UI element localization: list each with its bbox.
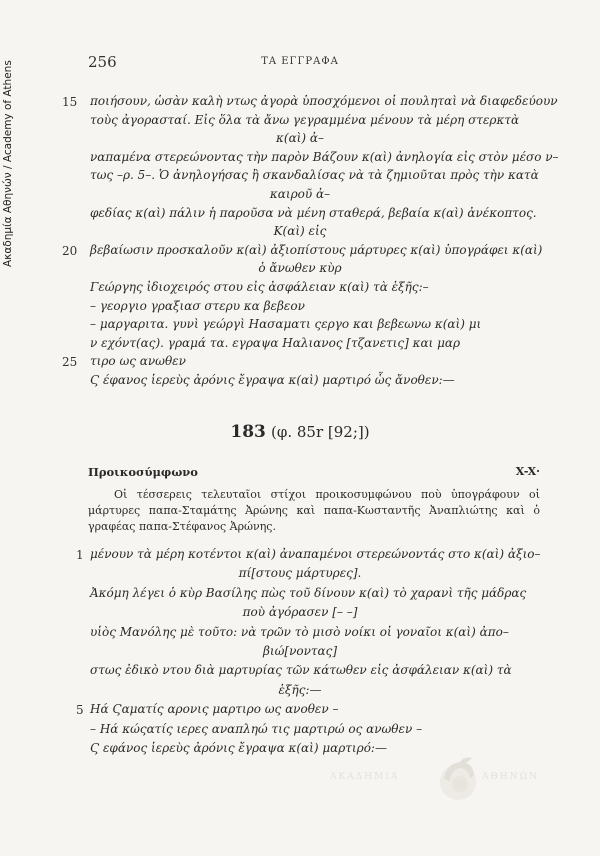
transcription-line: καιροῦ ἀ– [269,187,331,201]
transcription-line: φεδίας κ(αὶ) πάλιν ἡ παροῦσα νὰ μένη σταθερά, βεβαία κ(αὶ) ἀνέκοπτος. [90,205,537,220]
century-label: X-X· [515,465,540,478]
folio-reference: (φ. 85r [92;]) [270,423,370,441]
line-number: 20 [62,243,78,258]
transcription-line: – μαργαριτα. γυνὶ γεώργὶ Ηασαματι ςεργο και βεβεωνω κ(αὶ) μι [90,317,482,332]
transcription-line: Ἀκόμη λέγει ὁ κὺρ Βασίλης πὼς τοῦ δίνουν κ(αὶ) τὸ χαρανὶ τῆς μάδρας [90,585,527,600]
academy-watermark [330,756,560,802]
line-number: 15 [62,95,78,109]
side-credit: Ακαδημία Αθηνών / Academy of Athens [2,60,14,267]
running-head: ΤΑ ΕΓΓΡΑΦΑ [261,56,339,67]
line-number: 5 [76,703,84,718]
transcription-line: Γεώργης ἰδιοχειρός στου εἰς ἀσφάλειαν κ(αὶ) τὰ ἑξῆς:– [90,280,429,294]
watermark-left-word: ΑΚΑΔΗΜΙΑ [330,772,400,782]
page-number: 256 [88,53,117,71]
transcription-line: Ϛ εφάνος ἱερεὺς ἀρόνις ἔγραψα κ(αὶ) μαρτιρό:— [90,741,387,755]
line-number: 1 [76,548,84,562]
transcription-line: ν εχόντ(ας). γραμά τα. εγραψα Ηαλιανος [τζανετις] και μαρ [90,335,461,350]
transcription-line: πί[στους μάρτυρες]. [238,566,362,581]
transcription-line: κ(αὶ) ἀ– [276,131,324,146]
transcription-line: – Ηά κώςατίς ιερες αναπληώ τις μαρτιρώ ος ανωθεν – [90,721,423,736]
transcription-line: Ϛ έφανος ἱερεὺς ἀρόνις ἔγραψα κ(αὶ) μαρτιρό ὧς ἄνοθεν:— [90,373,455,387]
transcription-line: τιρο ως ανωθεν [90,354,186,369]
transcription-line: τως –ρ. 5–. Ὁ ἀνηλογήσας ἢ σκανδαλίσας νὰ τὰ ζημιοῦται πρὸς τὴν κατὰ [90,168,539,183]
transcription-line: υἱὸς Μανόλης μὲ τοῦτο: νὰ τρῶν τὸ μισὸ νοίκι οἱ γοναῖοι κ(αὶ) ἀπο– [90,624,509,639]
entry-heading [0,422,600,442]
transcription-line: βιώ[νοντας] [262,644,338,658]
athena-head-icon [434,756,482,802]
transcription-line: Ηά Ϛαματίς αρονις μαρτιρο ως ανοθεν – [90,702,339,717]
document-type: Προικοσύμφωνο [88,465,198,479]
transcription-line: ποιήσουν, ὡσὰν καλὴ ντως ἀγορὰ ὑποσχόμενοι οἱ πουληταὶ νὰ διαφεδεύουν [90,94,558,108]
transcription-line: στως ἐδικὸ ντου διὰ μαρτυρίας τῶν κάτωθεν εἰς ἀσφάλειαν κ(αὶ) τὰ [90,663,512,678]
entry-number: 183 [230,422,266,442]
summary-paragraph: Οἱ τέσσερεις τελευταῖοι στίχοι προικοσυμφώνου ποὺ ὑπογράφουν οἱ μάρτυρες παπα-Σταμάτης Ἀρώνης καὶ παπα-Κωσταντῆς Ἀναπλιώτης καὶ ὁ γραφέας παπα-Στέφανος Ἀρώνης. [88,488,540,533]
line-number: 25 [62,355,78,370]
transcription-line: ἑξῆς:— [278,682,322,697]
transcription-line: ποὺ ἀγόρασεν [– –] [242,605,358,620]
transcription-line: βεβαίωσιν προσκαλοῦν κ(αὶ) ἀξιοπίστους μάρτυρες κ(αὶ) ὑπογράφει κ(αὶ) [90,242,543,257]
transcription-line: ὁ ἄνωθεν κὺρ [258,261,342,276]
document-title-row [88,465,540,481]
transcription-line: Κ(αὶ) εἰς [273,224,327,239]
transcription-line: – γεοργιο γραξιασ στερυ κα βεβεον [90,298,305,313]
transcription-line: τοὺς ἀγορασταί. Εἰς ὅλα τὰ ἄνω γεγραμμένα μένουν τὰ μέρη στερκτὰ [90,112,520,127]
transcription-line: ναπαμένα στερεώνοντας τὴν παρὸν Βάζουν κ(αὶ) ἀνηλογία εἰς στὸν μέσο ν– [90,149,559,164]
watermark-right-word: ΑΘΗΝΩΝ [482,772,539,782]
transcription-line: μένουν τὰ μέρη κοτέντοι κ(αὶ) ἀναπαμένοι στερεώνοντάς στο κ(αὶ) ἀξιο– [90,547,541,561]
